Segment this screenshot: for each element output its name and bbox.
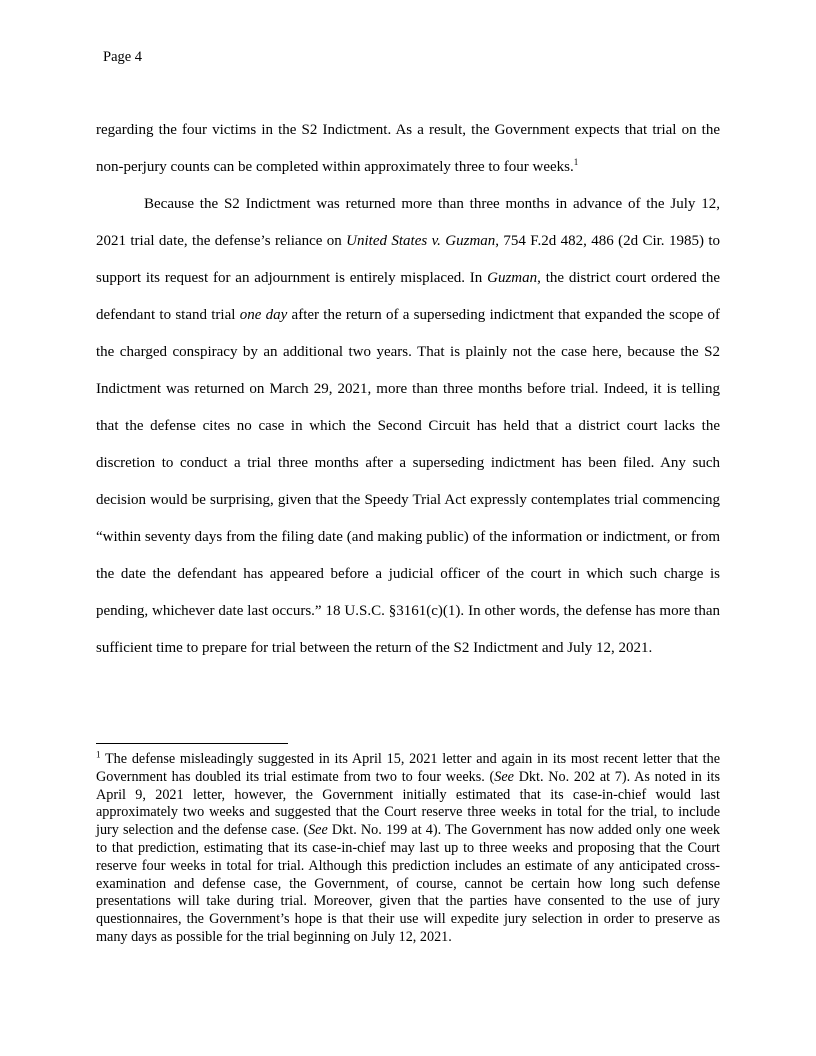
footnote-text-a: The defense misleadingly suggested in its April 15, 2021 letter and again in its most recent letter that the Government has doubled its trial estimate from two to four weeks. ( <box>96 751 720 785</box>
paragraph-2-text-a: Because the S2 Indictment was returned more than three months in advance of the July 12, 2021 trial date, the defense’s reliance on <box>96 196 720 249</box>
paragraph-2-text-d: after the return of a superseding indictment that expanded the scope of the charged conspiracy by an additional two years. That is plainly not the case here, because the S2 Indictment was returned on March 29, 2021, more than three months before trial. Indeed, it is telling that the defense cites no case in which the Second Circuit has held that a district court lacks the discretion to conduct a trial three months after a superseding indictment has been filed. Any such decision would be surprising, given that the Speedy Trial Act expressly contemplates trial commencing “within seventy days from the filing date (and making public) of the information or indictment, or from the date the defendant has appeared before a judicial officer of the court in which such charge is pending, whichever date last occurs.” 18 U.S.C. §3161(c)(1). In other words, the defense has more than sufficient time to prepare for trial between the return of the S2 Indictment and July 12, 2021. <box>96 307 720 656</box>
footnote-see-1: See <box>494 768 514 785</box>
paragraph-1-text: regarding the four victims in the S2 Indictment. As a result, the Government expects that trial on the non-perjury counts can be completed within approximately three to four weeks. <box>96 122 720 175</box>
footnote-1 <box>96 751 720 947</box>
paragraph-2-text-b: , 754 F.2d 482, 486 (2d Cir. 1985) to support its request for an adjournment is entirely misplaced. In <box>96 233 720 286</box>
case-citation-guzman: United States v. Guzman <box>346 233 496 249</box>
footnote-reference: 1 <box>573 157 579 167</box>
paragraph-2-text-c: , the district court ordered the defendant to stand trial <box>96 270 720 323</box>
body-text <box>96 112 720 667</box>
paragraph-1 <box>96 112 720 186</box>
footnote-divider <box>96 743 288 744</box>
case-short-guzman: Guzman <box>487 270 538 286</box>
page-number: Page 4 <box>103 49 143 65</box>
paragraph-2 <box>96 186 720 667</box>
footnote-marker: 1 <box>96 749 101 760</box>
footnote-text-b: Dkt. No. 202 at 7). As noted in its April 9, 2021 letter, however, the Government initially estimated that its case-in-chief would last approximately two weeks and suggested that the Court reserve three weeks in total for the trial, to include jury selection and the defense case. ( <box>96 768 721 839</box>
emphasis-one-day: one day <box>239 307 288 323</box>
footnote-text-c: Dkt. No. 199 at 4). The Government has now added only one week to that prediction, estimating that its case-in-chief may last up to three weeks and proposing that the Court reserve four weeks in total for trial. Although this prediction includes an estimate of any anticipated cross-examination and defense case, the Government, of course, cannot be certain how long such defense presentations will take during trial. Moreover, given that the parties have consented to the use of jury questionnaires, the Government’s hope is that their use will expedite jury selection in order to preserve as many days as possible for the trial beginning on July 12, 2021. <box>96 822 720 945</box>
footnote-see-2: See <box>308 822 328 839</box>
